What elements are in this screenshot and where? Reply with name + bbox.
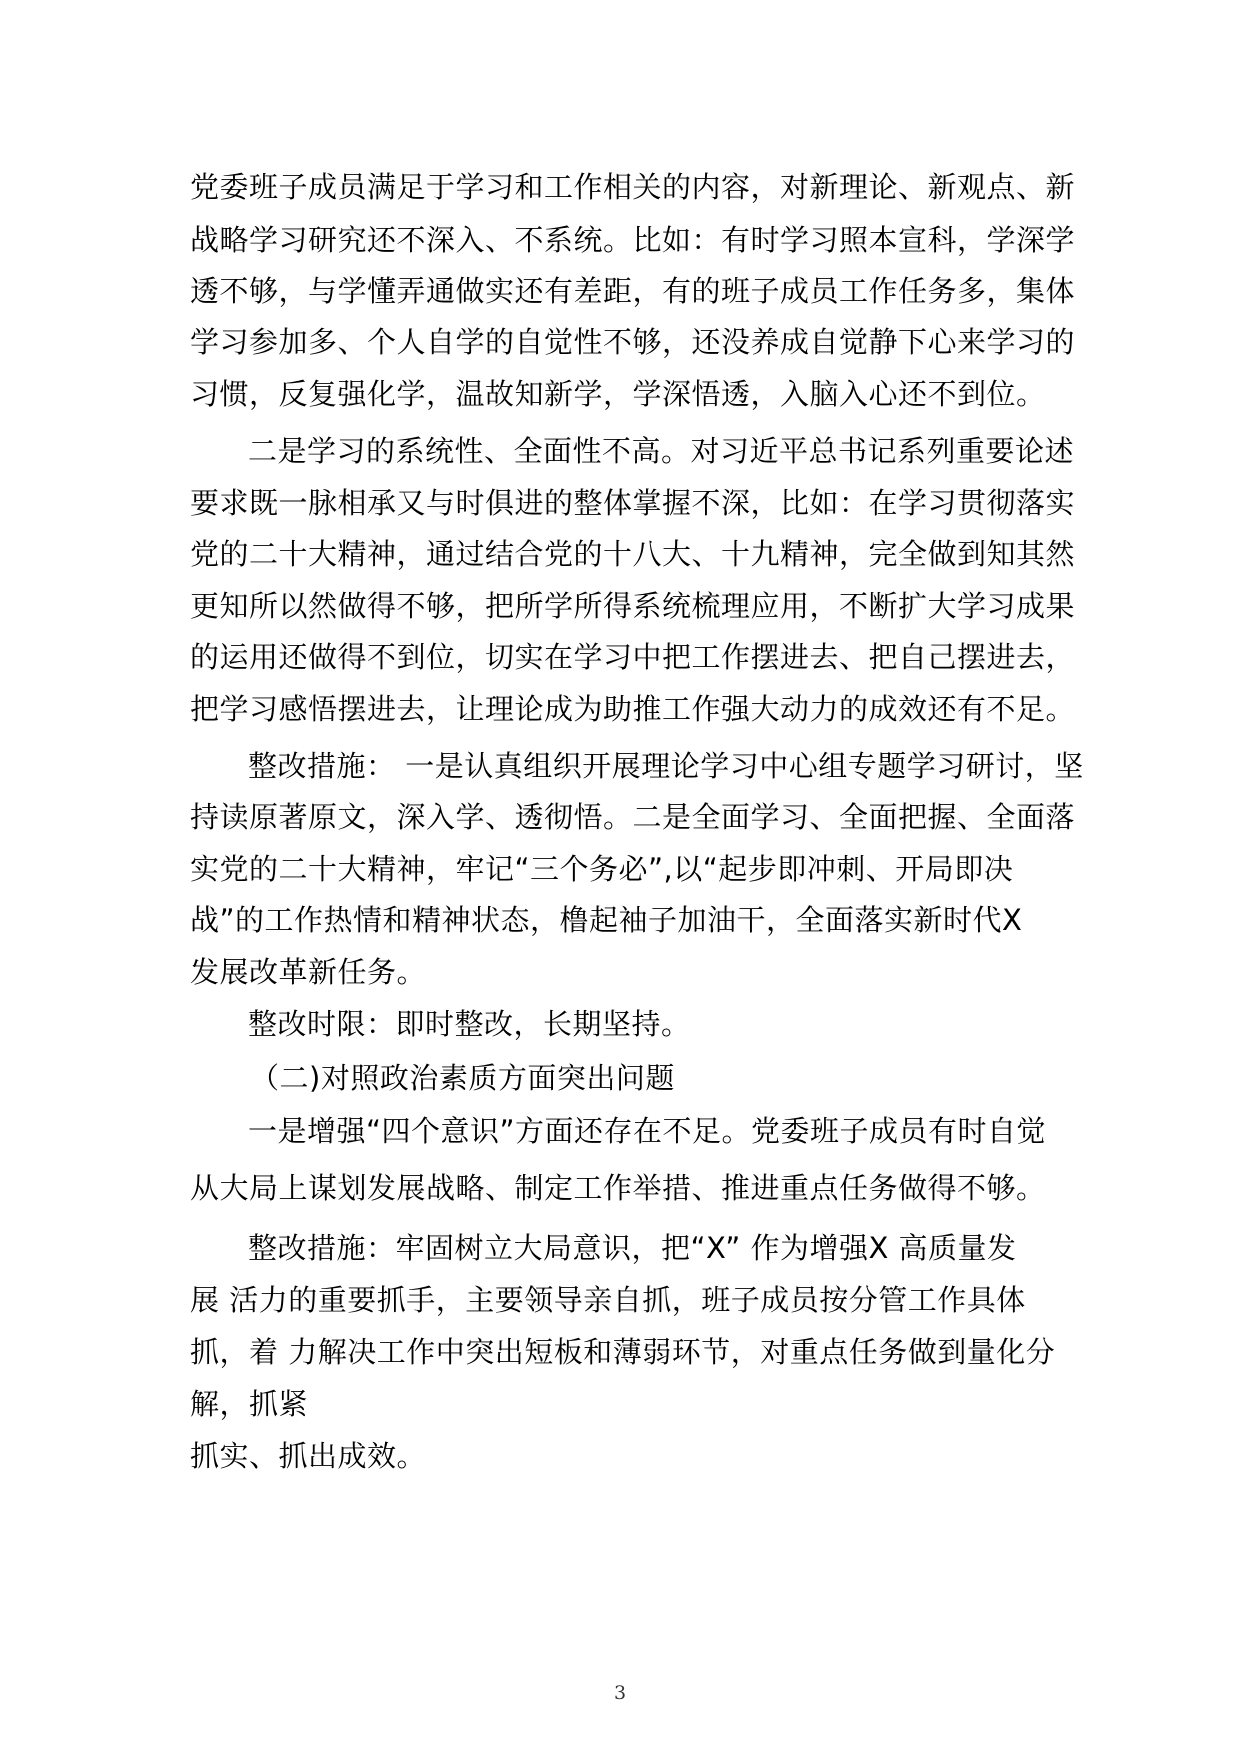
body-line: 解，抓紧 (190, 1387, 309, 1421)
body-line: 抓实、抓出成效。 (190, 1439, 427, 1473)
body-line: 从大局上谋划发展战略、制定工作举措、推进重点任务做得不够。 (190, 1171, 1046, 1205)
body-line: 党委班子成员满足于学习和工作相关的内容，对新理论、新观点、新 (190, 170, 1076, 204)
body-line: 学习参加多、个人自学的自觉性不够，还没养成自觉静下心来学习的 (190, 325, 1076, 359)
paragraph-first-line: 整改措施： 一是认真组织开展理论学习中心组专题学习研讨，坚 (248, 749, 1084, 783)
body-line: 持读原著原文，深入学、透彻悟。二是全面学习、全面把握、全面落 (190, 800, 1076, 834)
body-line: 更知所以然做得不够，把所学所得系统梳理应用，不断扩大学习成果 (190, 589, 1076, 623)
body-line: 展 活力的重要抓手，主要领导亲自抓，班子成员按分管工作具体 (190, 1283, 1026, 1317)
body-line: 透不够，与学懂弄通做实还有差距，有的班子成员工作任务多，集体 (190, 274, 1076, 308)
paragraph-first-line: 整改时限：即时整改，长期坚持。 (248, 1007, 691, 1041)
body-line: 要求既一脉相承又与时俱进的整体掌握不深，比如：在学习贯彻落实 (190, 486, 1076, 520)
body-line: 把学习感悟摆进去，让理论成为助推工作强大动力的成效还有不足。 (190, 692, 1076, 726)
body-line: 发展改革新任务。 (190, 955, 427, 989)
page-number: 3 (613, 1682, 627, 1704)
section-heading: （二)对照政治素质方面突出问题 (250, 1061, 675, 1095)
body-line: 抓，着 力解决工作中突出短板和薄弱环节，对重点任务做到量化分 (190, 1335, 1056, 1369)
body-line: 实党的二十大精神，牢记“三个务必”,以“起步即冲刺、开局即决 (190, 852, 1014, 886)
paragraph-first-line: 一是增强“四个意识”方面还存在不足。党委班子成员有时自觉 (248, 1114, 1047, 1148)
body-line: 战略学习研究还不深入、不系统。比如：有时学习照本宣科，学深学 (190, 223, 1076, 257)
paragraph-first-line: 二是学习的系统性、全面性不高。对习近平总书记系列重要论述 (248, 434, 1075, 468)
body-line: 党的二十大精神，通过结合党的十八大、十九精神，完全做到知其然 (190, 537, 1076, 571)
body-line: 的运用还做得不到位，切实在学习中把工作摆进去、把自己摆进去， (190, 640, 1076, 674)
body-line: 习惯，反复强化学，温故知新学，学深悟透，入脑入心还不到位。 (190, 377, 1046, 411)
body-line: 战”的工作热情和精神状态，橹起袖子加油干，全面落实新时代X (190, 903, 1023, 937)
paragraph-first-line: 整改措施：牢固树立大局意识，把“X” 作为增强X 高质量发 (248, 1231, 1017, 1265)
